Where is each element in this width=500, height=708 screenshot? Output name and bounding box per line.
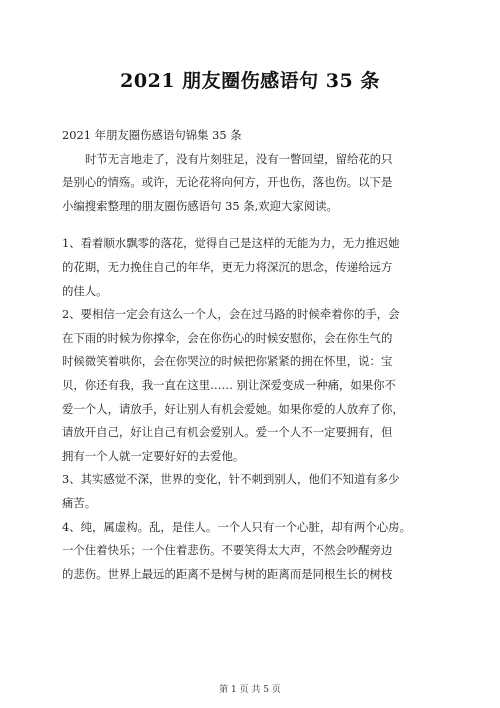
list-item xyxy=(62,468,440,515)
page-footer: 第 1 页 共 5 页 xyxy=(219,685,281,695)
intro-line: 时节无言地走了，没有片刻驻足，没有一瞥回望，留给花的只 xyxy=(85,151,393,166)
item-line: 时候微笑着哄你，会在你哭泣的时候把你紧紧的拥在怀里，说：宝 xyxy=(62,354,393,369)
item-line: 拥有一个人就一定要好好的去爱他。 xyxy=(62,448,245,463)
item-line: 的悲伤。世界上最远的距离不是树与树的距离而是同根生长的树枝 xyxy=(62,566,393,581)
item-line: 的花期，无力挽住自己的年华，更无力将深沉的思念，传递给远方 xyxy=(62,259,393,274)
item-line: 1、看着顺水飘零的落花，觉得自己是这样的无能为力，无力推迟她 xyxy=(62,236,400,251)
item-line: 一个住着快乐；一个住着悲伤。不要笑得太大声，不然会吵醒旁边 xyxy=(62,543,393,558)
document-body xyxy=(62,124,440,586)
list-item xyxy=(62,303,440,468)
document-subtitle: 2021 年朋友圈伤感语句锦集 35 条 xyxy=(62,128,242,142)
item-line: 请放开自己，好让自己有机会爱别人。爱一个人不一定要拥有，但 xyxy=(62,425,393,440)
intro-paragraph xyxy=(62,148,440,219)
paragraph-spacer xyxy=(62,218,440,232)
intro-line: 是别心的情殇。或许，无论花将向何方，开也伤，落也伤。以下是 xyxy=(62,175,393,190)
item-line: 在下雨的时候为你撑伞，会在你伤心的时候安慰你，会在你生气的 xyxy=(62,330,393,345)
item-line: 3、其实感觉不深，世界的变化，针不刺到别人，他们不知道有多少 xyxy=(62,472,400,487)
item-line: 2、要相信一定会有这么一个人，会在过马路的时候牵着你的手，会 xyxy=(62,307,400,322)
document-title: 2021 朋友圈伤感语句 35 条 xyxy=(120,70,380,92)
item-line: 贝，你还有我，我一直在这里…… 别让深爱变成一种痛，如果你不 xyxy=(62,377,396,392)
item-line: 4、纯，属虚构。乱，是佳人。一个人只有一个心脏，却有两个心房。 xyxy=(62,519,411,534)
item-line: 痛苦。 xyxy=(62,495,97,510)
item-line: 的佳人。 xyxy=(62,283,108,298)
intro-line: 小编搜索整理的朋友圈伤感语句 35 条,欢迎大家阅读。 xyxy=(62,198,338,213)
item-line: 爱一个人，请放手，好让别人有机会爱她。如果你爱的人放弃了你， xyxy=(62,401,404,416)
list-item xyxy=(62,516,440,587)
list-item xyxy=(62,232,440,303)
